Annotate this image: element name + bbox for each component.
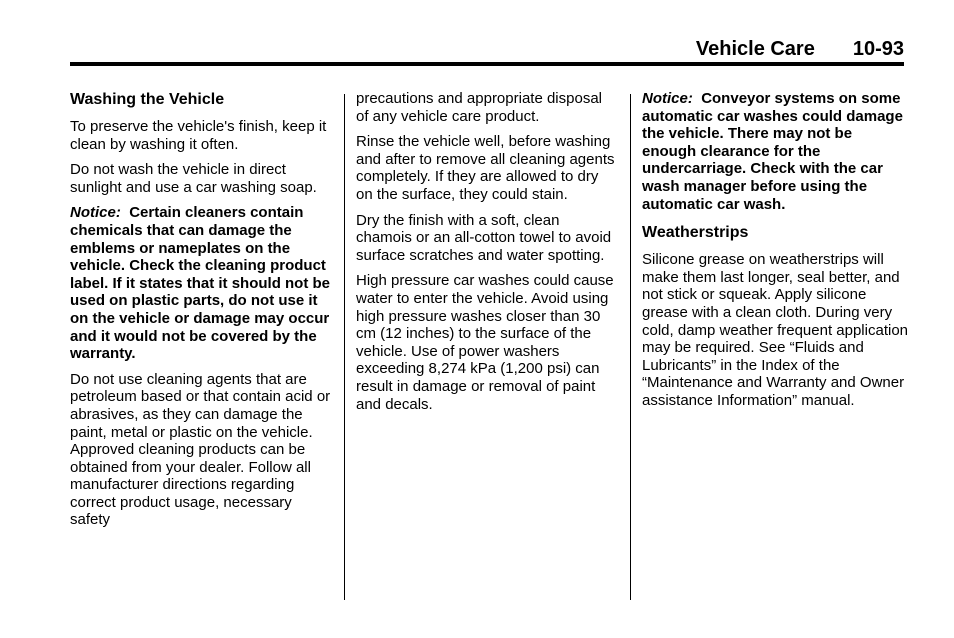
paragraph: precautions and appropriate disposal of any vehicle care product. [356,90,602,125]
section-title: Vehicle Care [695,38,815,60]
paragraph: Do not use cleaning agents that are petroleum based or that contain acid or abrasives, as they can damage the paint, metal or plastic on the vehicle. Approved cleaning products can be obtained from your dealer. Follow all manufacturer directions regarding correct product usage, necessary safety [70,370,331,529]
column-1 [70,90,332,537]
paragraph: Silicone grease on weatherstrips will make them last longer, seal better, and not stick or squeak. Apply silicone grease with a clean cloth. During very cold, damp weather frequent application may be required. See “Fluids and Lubricants” in the Index of the “Maintenance and Warranty and Owner assistance Information” manual. [642,251,909,409]
page-number: 10-93 [852,38,904,60]
paragraph: Do not wash the vehicle in direct sunlight and use a car washing soap. [70,161,317,196]
notice-block [642,90,908,213]
notice-label: Notice: [70,204,121,222]
notice-text: Conveyor systems on some automatic car washes could damage the vehicle. There may not be enough clearance for the undercarriage. Check with the car wash manager before using the automatic car wash. [642,90,903,213]
page-header [70,36,904,64]
column-divider [344,94,345,600]
header-text [696,38,904,61]
column-3 [642,90,908,418]
paragraph: Dry the finish with a soft, clean chamois or an all-cotton towel to avoid surface scratches and water spotting. [356,211,612,264]
notice-block [70,204,332,362]
paragraph: To preserve the vehicle's finish, keep it clean by washing it often. [70,118,327,153]
column-2 [356,90,618,421]
column-divider [630,94,631,600]
paragraph: High pressure car washes could cause water to enter the vehicle. Avoid using high pressure washes closer than 30 cm (12 inches) to the surface of the vehicle. Use of power washers exceeding 8,274 kPa (1,200 psi) can result in damage or removal of paint and decals. [356,272,614,413]
header-rule [70,62,904,66]
notice-text: Certain cleaners contain chemicals that can damage the emblems or nameplates on the vehicle. Check the cleaning product label. If it states that it should not be used on plastic parts, do not use it on the vehicle or damage may occur and it would not be covered by the warranty. [70,204,331,363]
section-heading-weatherstrips: Weatherstrips [642,224,749,242]
section-heading-washing: Washing the Vehicle [70,91,225,108]
paragraph: Rinse the vehicle well, before washing and after to remove all cleaning agents completely. If they are allowed to dry on the surface, they could stain. [356,133,615,203]
notice-label: Notice: [642,90,693,107]
